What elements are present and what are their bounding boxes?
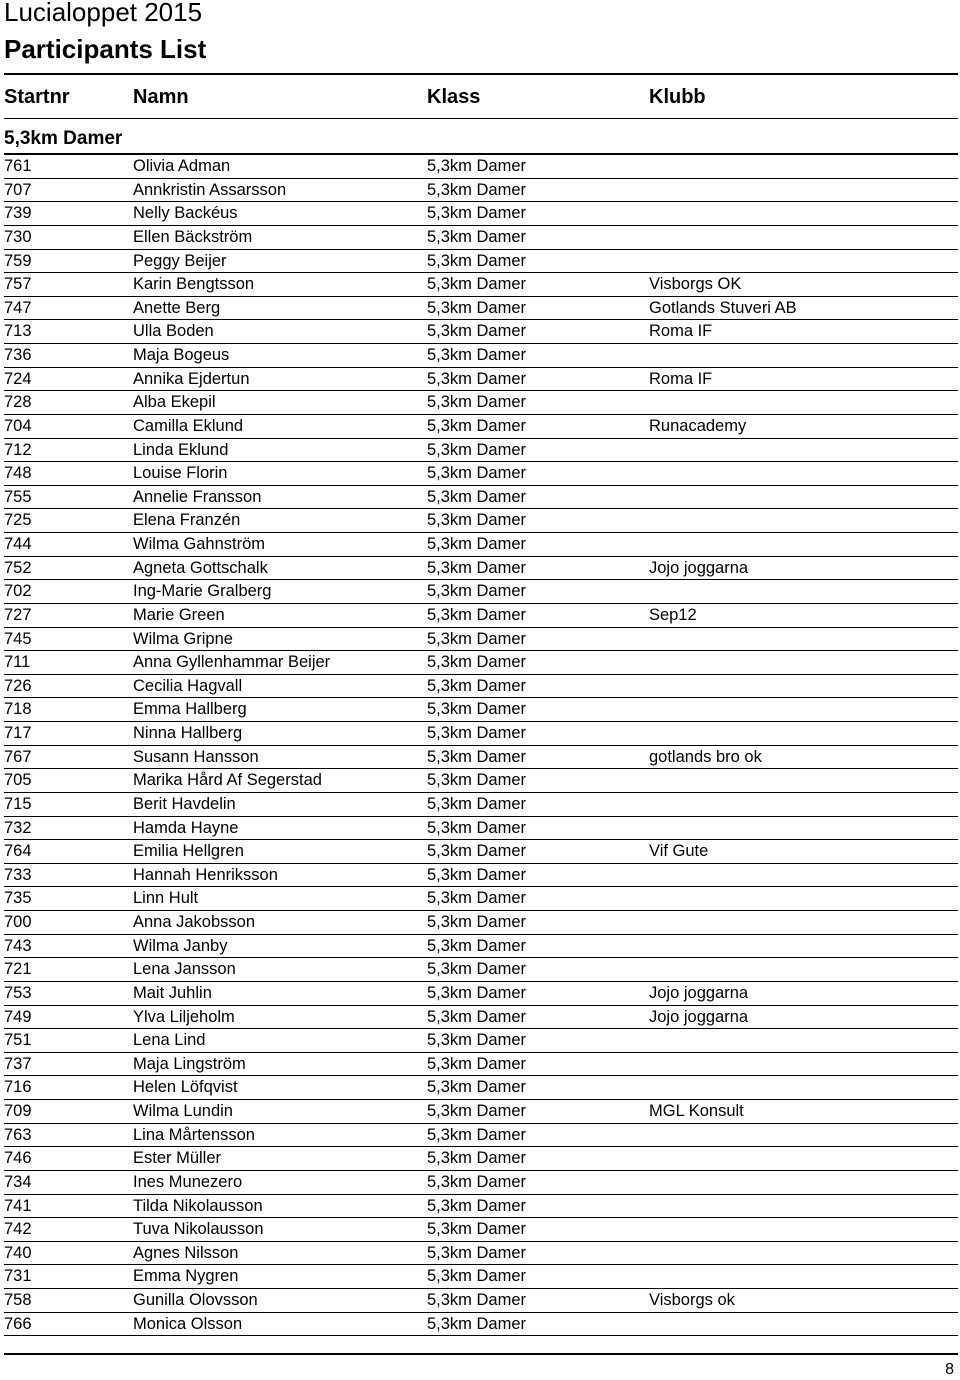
cell-klass: 5,3km Damer xyxy=(427,865,527,884)
table-row xyxy=(4,297,958,321)
cell-startnr: 727 xyxy=(4,605,32,624)
cell-startnr: 746 xyxy=(4,1149,32,1168)
cell-startnr: 767 xyxy=(4,747,32,766)
cell-startnr: 734 xyxy=(4,1172,32,1191)
table-row xyxy=(4,509,958,533)
cell-startnr: 757 xyxy=(4,275,32,294)
table-row xyxy=(4,462,958,486)
cell-namn: Olivia Adman xyxy=(133,157,231,175)
cell-klass: 5,3km Damer xyxy=(427,416,527,435)
cell-namn: Susann Hansson xyxy=(133,747,259,766)
table-row xyxy=(4,793,958,817)
cell-startnr: 721 xyxy=(4,960,32,979)
cell-klass: 5,3km Damer xyxy=(427,487,527,506)
cell-klass: 5,3km Damer xyxy=(427,605,527,624)
table-row xyxy=(4,982,958,1006)
cell-startnr: 713 xyxy=(4,322,32,341)
cell-namn: Maja Lingström xyxy=(133,1054,246,1073)
table-row xyxy=(4,439,958,463)
cell-namn: Agneta Gottschalk xyxy=(133,558,268,577)
cell-klass: 5,3km Damer xyxy=(427,794,527,813)
cell-startnr: 764 xyxy=(4,842,32,861)
cell-namn: Elena Franzén xyxy=(133,511,241,530)
cell-startnr: 739 xyxy=(4,204,32,223)
table-row xyxy=(4,1124,958,1148)
table-row xyxy=(4,580,958,604)
cell-startnr: 759 xyxy=(4,251,32,270)
table-row xyxy=(4,911,958,935)
cell-startnr: 728 xyxy=(4,393,32,412)
cell-klubb: Vif Gute xyxy=(649,842,709,861)
column-header-klubb: Klubb xyxy=(649,86,706,108)
cell-namn: Ines Munezero xyxy=(133,1172,243,1191)
header-divider xyxy=(4,118,958,119)
cell-klass: 5,3km Damer xyxy=(427,960,527,979)
table-row xyxy=(4,368,958,392)
table-row xyxy=(4,179,958,203)
cell-startnr: 730 xyxy=(4,227,32,246)
cell-klubb: Jojo joggarna xyxy=(649,1007,749,1026)
cell-startnr: 735 xyxy=(4,889,32,908)
cell-namn: Helen Löfqvist xyxy=(133,1078,238,1097)
cell-startnr: 707 xyxy=(4,180,32,199)
cell-namn: Karin Bengtsson xyxy=(133,275,255,294)
table-row xyxy=(4,1242,958,1266)
table-row xyxy=(4,320,958,344)
cell-klass: 5,3km Damer xyxy=(427,393,527,412)
cell-namn: Tilda Nikolausson xyxy=(133,1196,263,1215)
cell-startnr: 755 xyxy=(4,487,32,506)
cell-klass: 5,3km Damer xyxy=(427,842,527,861)
cell-namn: Anna Jakobsson xyxy=(133,913,256,931)
cell-namn: Lena Jansson xyxy=(133,960,236,979)
cell-namn: Anna Gyllenhammar Beijer xyxy=(133,653,331,672)
cell-namn: Linda Eklund xyxy=(133,440,229,459)
cell-namn: Ylva Liljeholm xyxy=(133,1007,235,1026)
cell-startnr: 752 xyxy=(4,558,32,577)
table-row xyxy=(4,1100,958,1124)
group-heading: 5,3km Damer xyxy=(4,128,123,149)
cell-startnr: 740 xyxy=(4,1243,32,1262)
cell-startnr: 717 xyxy=(4,724,32,742)
cell-startnr: 715 xyxy=(4,794,32,813)
cell-klass: 5,3km Damer xyxy=(427,1243,527,1262)
cell-klass: 5,3km Damer xyxy=(427,747,527,766)
table-row xyxy=(4,958,958,982)
column-header-namn: Namn xyxy=(133,86,189,108)
cell-klubb: Roma IF xyxy=(649,369,713,388)
table-row xyxy=(4,202,958,226)
table-row xyxy=(4,273,958,297)
column-header-startnr: Startnr xyxy=(4,86,70,108)
table-row xyxy=(4,1076,958,1100)
cell-namn: Marika Hård Af Segerstad xyxy=(133,771,322,790)
cell-startnr: 732 xyxy=(4,818,32,837)
cell-klubb: Roma IF xyxy=(649,322,713,341)
table-row xyxy=(4,651,958,675)
cell-startnr: 712 xyxy=(4,440,32,459)
cell-klass: 5,3km Damer xyxy=(427,1007,527,1026)
cell-klass: 5,3km Damer xyxy=(427,369,527,388)
cell-namn: Mait Juhlin xyxy=(133,983,212,1002)
table-row xyxy=(4,533,958,557)
cell-klass: 5,3km Damer xyxy=(427,582,527,601)
table-row xyxy=(4,1313,958,1337)
cell-klass: 5,3km Damer xyxy=(427,1172,527,1191)
cell-klass: 5,3km Damer xyxy=(427,464,527,483)
table-row xyxy=(4,887,958,911)
cell-klass: 5,3km Damer xyxy=(427,771,527,790)
cell-klass: 5,3km Damer xyxy=(427,1078,527,1097)
cell-klass: 5,3km Damer xyxy=(427,1031,527,1050)
cell-namn: Marie Green xyxy=(133,605,225,624)
table-row xyxy=(4,1053,958,1077)
cell-startnr: 724 xyxy=(4,369,32,388)
cell-klass: 5,3km Damer xyxy=(427,889,527,908)
event-title: Lucialoppet 2015 xyxy=(4,0,203,27)
cell-klubb: Visborgs OK xyxy=(649,275,742,294)
cell-namn: Annelie Fransson xyxy=(133,487,262,506)
cell-klass: 5,3km Damer xyxy=(427,157,527,175)
cell-klass: 5,3km Damer xyxy=(427,535,527,553)
table-row xyxy=(4,1006,958,1030)
cell-klass: 5,3km Damer xyxy=(427,1102,527,1120)
cell-klass: 5,3km Damer xyxy=(427,1196,527,1215)
cell-klass: 5,3km Damer xyxy=(427,913,527,931)
cell-namn: Berit Havdelin xyxy=(133,794,236,813)
table-row xyxy=(4,486,958,510)
table-row xyxy=(4,415,958,439)
cell-startnr: 744 xyxy=(4,535,32,553)
cell-klass: 5,3km Damer xyxy=(427,818,527,837)
table-row xyxy=(4,1147,958,1171)
table-row xyxy=(4,226,958,250)
table-row xyxy=(4,746,958,770)
cell-startnr: 705 xyxy=(4,771,32,790)
cell-namn: Emma Nygren xyxy=(133,1267,239,1286)
cell-namn: Nelly Backéus xyxy=(133,204,238,223)
cell-startnr: 700 xyxy=(4,913,32,931)
cell-startnr: 747 xyxy=(4,298,32,317)
cell-namn: Ing-Marie Gralberg xyxy=(133,582,272,601)
cell-klass: 5,3km Damer xyxy=(427,322,527,341)
cell-klubb: Sep12 xyxy=(649,605,697,624)
cell-klass: 5,3km Damer xyxy=(427,1267,527,1286)
page-number: 8 xyxy=(945,1361,954,1378)
column-header-klass: Klass xyxy=(427,86,481,108)
cell-klass: 5,3km Damer xyxy=(427,936,527,955)
cell-klass: 5,3km Damer xyxy=(427,1054,527,1073)
cell-namn: Ninna Hallberg xyxy=(133,724,243,742)
cell-namn: Wilma Gripne xyxy=(133,629,233,648)
cell-klass: 5,3km Damer xyxy=(427,275,527,294)
title-divider xyxy=(4,73,958,75)
table-row xyxy=(4,675,958,699)
cell-namn: Wilma Janby xyxy=(133,936,228,955)
cell-namn: Peggy Beijer xyxy=(133,251,227,270)
cell-startnr: 749 xyxy=(4,1007,32,1026)
cell-namn: Alba Ekepil xyxy=(133,393,216,412)
cell-startnr: 718 xyxy=(4,700,32,719)
cell-namn: Lina Mårtensson xyxy=(133,1125,255,1144)
cell-startnr: 704 xyxy=(4,416,32,435)
cell-namn: Agnes Nilsson xyxy=(133,1243,239,1262)
cell-klubb: Gotlands Stuveri AB xyxy=(649,298,797,317)
table-row xyxy=(4,1171,958,1195)
cell-klass: 5,3km Damer xyxy=(427,1149,527,1168)
cell-klass: 5,3km Damer xyxy=(427,511,527,530)
table-row xyxy=(4,1195,958,1219)
cell-namn: Maja Bogeus xyxy=(133,346,230,364)
participants-table xyxy=(0,155,960,1336)
cell-namn: Hamda Hayne xyxy=(133,818,239,837)
cell-klass: 5,3km Damer xyxy=(427,346,527,364)
cell-namn: Monica Olsson xyxy=(133,1314,243,1333)
table-row xyxy=(4,1029,958,1053)
cell-klubb: Visborgs ok xyxy=(649,1291,735,1309)
cell-namn: Lena Lind xyxy=(133,1031,206,1050)
cell-startnr: 709 xyxy=(4,1102,32,1120)
cell-klass: 5,3km Damer xyxy=(427,227,527,246)
cell-startnr: 748 xyxy=(4,464,32,483)
cell-klubb: gotlands bro ok xyxy=(649,747,762,766)
cell-startnr: 716 xyxy=(4,1078,32,1097)
cell-startnr: 736 xyxy=(4,346,32,364)
cell-klubb: MGL Konsult xyxy=(649,1102,744,1120)
cell-namn: Tuva Nikolausson xyxy=(133,1220,264,1239)
cell-startnr: 758 xyxy=(4,1291,32,1309)
cell-startnr: 741 xyxy=(4,1196,32,1215)
cell-klass: 5,3km Damer xyxy=(427,251,527,270)
cell-namn: Louise Florin xyxy=(133,464,228,483)
cell-startnr: 711 xyxy=(4,653,31,672)
cell-namn: Camilla Eklund xyxy=(133,416,244,435)
cell-klass: 5,3km Damer xyxy=(427,1314,527,1333)
cell-namn: Emma Hallberg xyxy=(133,700,247,719)
cell-startnr: 742 xyxy=(4,1220,32,1239)
cell-namn: Cecilia Hagvall xyxy=(133,676,243,695)
cell-klass: 5,3km Damer xyxy=(427,653,527,672)
cell-startnr: 751 xyxy=(4,1031,32,1050)
cell-startnr: 725 xyxy=(4,511,32,530)
cell-startnr: 743 xyxy=(4,936,32,955)
cell-namn: Ester Müller xyxy=(133,1149,222,1168)
table-row xyxy=(4,1289,958,1313)
cell-klass: 5,3km Damer xyxy=(427,724,527,742)
cell-namn: Wilma Gahnström xyxy=(133,535,266,553)
cell-klubb: Jojo joggarna xyxy=(649,983,749,1002)
cell-klass: 5,3km Damer xyxy=(427,1125,527,1144)
cell-namn: Gunilla Olovsson xyxy=(133,1291,258,1309)
table-row xyxy=(4,250,958,274)
table-row xyxy=(4,628,958,652)
cell-klass: 5,3km Damer xyxy=(427,676,527,695)
table-row xyxy=(4,344,958,368)
table-row xyxy=(4,722,958,746)
cell-startnr: 745 xyxy=(4,629,32,648)
cell-klass: 5,3km Damer xyxy=(427,1291,527,1309)
cell-namn: Hannah Henriksson xyxy=(133,865,278,884)
table-row xyxy=(4,1218,958,1242)
cell-klass: 5,3km Damer xyxy=(427,700,527,719)
cell-klass: 5,3km Damer xyxy=(427,180,527,199)
cell-namn: Anette Berg xyxy=(133,298,221,317)
cell-klass: 5,3km Damer xyxy=(427,983,527,1002)
cell-startnr: 753 xyxy=(4,983,32,1002)
cell-namn: Linn Hult xyxy=(133,889,199,908)
table-row xyxy=(4,817,958,841)
table-row xyxy=(4,935,958,959)
cell-namn: Ulla Boden xyxy=(133,322,214,341)
table-row xyxy=(4,698,958,722)
page-title: Participants List xyxy=(4,34,207,64)
cell-klass: 5,3km Damer xyxy=(427,204,527,223)
table-row xyxy=(4,604,958,628)
cell-klubb: Jojo joggarna xyxy=(649,558,749,577)
cell-startnr: 737 xyxy=(4,1054,32,1073)
cell-startnr: 702 xyxy=(4,582,32,601)
cell-startnr: 731 xyxy=(4,1267,32,1286)
cell-namn: Emilia Hellgren xyxy=(133,842,244,861)
table-row xyxy=(4,391,958,415)
cell-klass: 5,3km Damer xyxy=(427,440,527,459)
cell-startnr: 763 xyxy=(4,1125,32,1144)
table-row xyxy=(4,1265,958,1289)
table-row xyxy=(4,864,958,888)
table-row xyxy=(4,155,958,179)
cell-namn: Ellen Bäckström xyxy=(133,227,253,246)
table-row xyxy=(4,769,958,793)
cell-klass: 5,3km Damer xyxy=(427,298,527,317)
cell-namn: Annkristin Assarsson xyxy=(133,180,287,199)
cell-klass: 5,3km Damer xyxy=(427,1220,527,1239)
cell-klass: 5,3km Damer xyxy=(427,629,527,648)
footer-divider xyxy=(4,1353,958,1355)
cell-klass: 5,3km Damer xyxy=(427,558,527,577)
cell-namn: Wilma Lundin xyxy=(133,1102,233,1120)
cell-namn: Annika Ejdertun xyxy=(133,369,250,388)
cell-startnr: 761 xyxy=(4,157,32,175)
table-row xyxy=(4,557,958,581)
cell-klubb: Runacademy xyxy=(649,416,747,435)
cell-startnr: 766 xyxy=(4,1314,32,1333)
cell-startnr: 726 xyxy=(4,676,32,695)
table-row xyxy=(4,840,958,864)
cell-startnr: 733 xyxy=(4,865,32,884)
